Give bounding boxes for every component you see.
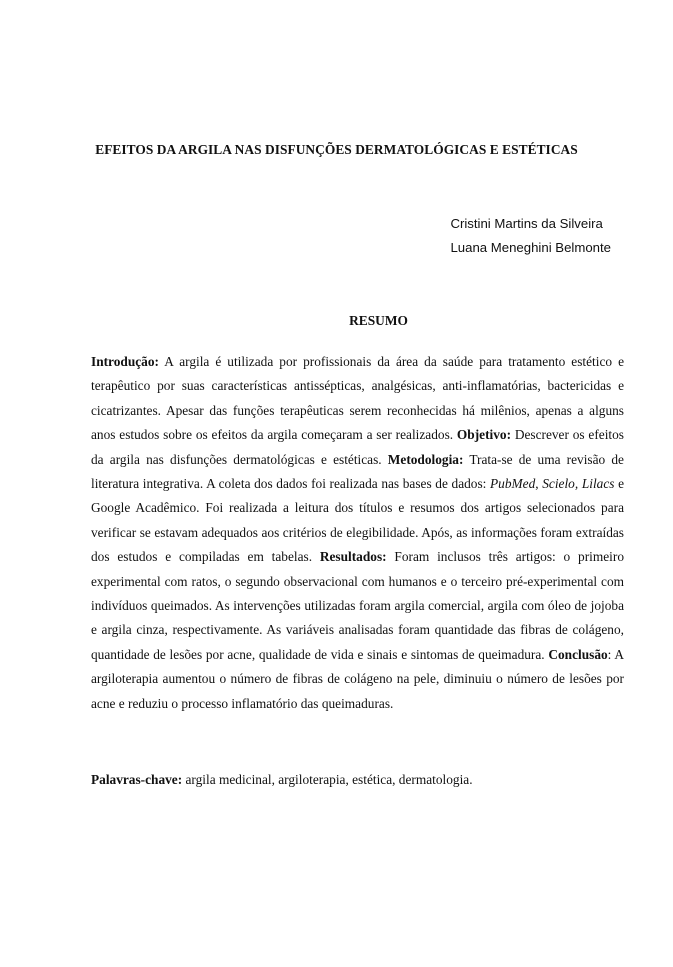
objective-label: Objetivo:: [456, 427, 512, 443]
author-name: Cristini Martins da Silveira: [450, 216, 603, 231]
intro-label: Introdução:: [91, 354, 159, 369]
database-pubmed: PubMed: [490, 476, 536, 492]
keywords-text: argila medicinal, argiloterapia, estética, dermatologia.: [182, 772, 473, 787]
conclusion-text: : A argiloterapia aumentou o número de fibras de colágeno na pele, diminuiu o número de lesões por acne e reduziu o processo inflamatório das queimaduras.: [91, 646, 624, 711]
keywords-label: Palavras-chave:: [91, 772, 183, 787]
methodology-text-continued: e Google Acadêmico. Foi realizada a leitura dos títulos e resumos dos artigos selecionados para verificar se estavam adequados aos critérios de elegibilidade. Após, as informações foram extraídas dos estudos e compiladas em tabelas.: [91, 476, 625, 565]
methodology-text: Trata-se de uma revisão de literatura integrativa. A coleta dos dados foi realizada nas bases de dados:: [91, 451, 624, 492]
author-name: Luana Meneghini Belmonte: [450, 240, 611, 255]
abstract-body: [91, 350, 624, 716]
objective-text: Descrever os efeitos da argila nas disfunções dermatológicas e estéticas.: [91, 427, 624, 467]
intro-text: A argila é utilizada por profissionais da área da saúde para tratamento estético e terapêutico por suas características antissépticas, analgésicas, anti-inflamatórias, bactericidas e cicatrizantes. Apesar das funções terapêuticas serem reconhecidas há milênios, apenas a alguns anos estudos sobre os efeitos da argila começaram a ser realizados.: [91, 354, 624, 443]
abstract-heading: RESUMO: [349, 313, 408, 328]
database-scielo-lilacs: Scielo, Lilacs: [542, 476, 615, 492]
author-list: [450, 212, 611, 260]
keywords-line: [91, 768, 624, 792]
database-separator: ,: [535, 476, 543, 492]
results-text: Foram inclusos três artigos: o primeiro experimental com ratos, o segundo observacional com humanos e o terceiro pré-experimental com indivíduos queimados. As intervenções utilizadas foram argila comercial, argila com óleo de jojoba e argila cinza, respectivamente. As variáveis analisadas foram quantidade das fibras de colágeno, quantidade de lesões por acne, qualidade de vida e sinais e sintomas de queimadura.: [91, 549, 624, 662]
results-label: Resultados:: [319, 549, 387, 565]
conclusion-label: Conclusão: [548, 646, 608, 662]
methodology-label: Metodologia:: [387, 451, 464, 467]
paper-title: EFEITOS DA ARGILA NAS DISFUNÇÕES DERMATOLÓGICAS E ESTÉTICAS: [95, 142, 578, 157]
